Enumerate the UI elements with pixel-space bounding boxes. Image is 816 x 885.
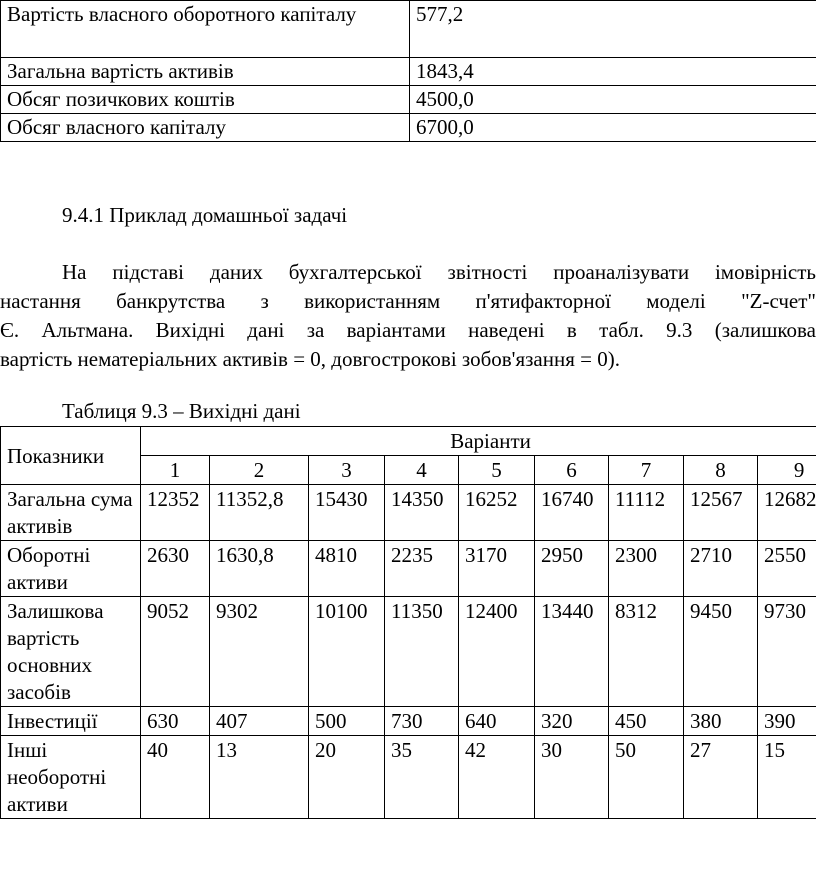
table-row	[1, 114, 816, 142]
cell: 16740	[535, 485, 609, 541]
table-row	[1, 1, 816, 58]
cell: 9052	[141, 597, 210, 707]
cell: 450	[609, 707, 684, 736]
variants-table	[0, 426, 816, 819]
cell: 42	[459, 736, 535, 819]
cell: 11112	[609, 485, 684, 541]
cell: 11352,8	[210, 485, 309, 541]
cell: 9302	[210, 597, 309, 707]
cell: 50	[609, 736, 684, 819]
row-value: 6700,0	[410, 114, 816, 142]
row-value: 577,2	[410, 1, 816, 58]
cell: 40	[141, 736, 210, 819]
cell: 320	[535, 707, 609, 736]
row-value: 4500,0	[410, 86, 816, 114]
section-heading: 9.4.1 Приклад домашньої задачі	[62, 203, 348, 227]
row-label: Інші необоротні активи	[1, 736, 141, 819]
paragraph-line: вартість нематеріальних активів = 0, довгострокові зобов'язання = 0).	[0, 347, 620, 371]
paragraph-line: На підставі даних бухгалтерської звітності проаналізувати імовірність	[62, 260, 816, 284]
cell: 730	[385, 707, 459, 736]
table-row	[1, 707, 816, 736]
table-row	[1, 736, 816, 819]
row-label: Оборотні активи	[1, 541, 141, 597]
variant-number: 9	[758, 456, 816, 485]
cell: 3170	[459, 541, 535, 597]
cell: 2950	[535, 541, 609, 597]
row-label: Залишкова вартість основних засобів	[1, 597, 141, 707]
variant-number: 2	[210, 456, 309, 485]
paragraph-line: настання банкрутства з використанням п'ятифакторної моделі "Z-счет"	[0, 289, 816, 313]
cell: 15430	[309, 485, 385, 541]
task-paragraph	[0, 258, 816, 374]
cell: 35	[385, 736, 459, 819]
cell: 380	[684, 707, 758, 736]
cell: 13440	[535, 597, 609, 707]
table-row	[1, 58, 816, 86]
cell: 12400	[459, 597, 535, 707]
cell: 9730	[758, 597, 816, 707]
cell: 2550	[758, 541, 816, 597]
variant-number: 4	[385, 456, 459, 485]
row-label: Обсяг позичкових коштів	[1, 86, 410, 114]
row-value: 1843,4	[410, 58, 816, 86]
cell: 16252	[459, 485, 535, 541]
variant-number: 3	[309, 456, 385, 485]
cell: 2235	[385, 541, 459, 597]
cell: 2630	[141, 541, 210, 597]
header-row	[1, 427, 816, 456]
cell: 630	[141, 707, 210, 736]
variant-number: 8	[684, 456, 758, 485]
variant-number: 6	[535, 456, 609, 485]
cell: 27	[684, 736, 758, 819]
row-label: Інвестиції	[1, 707, 141, 736]
variants-header: Варіанти	[141, 427, 816, 456]
indicator-header: Показники	[1, 427, 141, 485]
table-row	[1, 485, 816, 541]
cell: 2710	[684, 541, 758, 597]
cell: 10100	[309, 597, 385, 707]
cell: 11350	[385, 597, 459, 707]
cell: 407	[210, 707, 309, 736]
cell: 15	[758, 736, 816, 819]
cell: 13	[210, 736, 309, 819]
cell: 12682	[758, 485, 816, 541]
variant-number: 7	[609, 456, 684, 485]
cell: 12352	[141, 485, 210, 541]
table-row	[1, 597, 816, 707]
variants-table-container	[0, 426, 816, 856]
variant-number: 1	[141, 456, 210, 485]
cell: 12567	[684, 485, 758, 541]
cell: 390	[758, 707, 816, 736]
table-row	[1, 86, 816, 114]
cell: 4810	[309, 541, 385, 597]
row-label: Загальна вартість активів	[1, 58, 410, 86]
cell: 8312	[609, 597, 684, 707]
cell: 20	[309, 736, 385, 819]
cell: 2300	[609, 541, 684, 597]
table-caption: Таблиця 9.3 – Вихідні дані	[62, 399, 301, 423]
row-label: Обсяг власного капіталу	[1, 114, 410, 142]
summary-table	[0, 0, 816, 142]
cell: 30	[535, 736, 609, 819]
cell: 1630,8	[210, 541, 309, 597]
cell: 14350	[385, 485, 459, 541]
row-label: Загальна сума активів	[1, 485, 141, 541]
cell: 9450	[684, 597, 758, 707]
row-label: Вартість власного оборотного капіталу	[1, 1, 410, 58]
variant-number: 5	[459, 456, 535, 485]
cell: 640	[459, 707, 535, 736]
paragraph-line: Є. Альтмана. Вихідні дані за варіантами наведені в табл. 9.3 (залишкова	[0, 318, 816, 342]
table-row	[1, 541, 816, 597]
cell: 500	[309, 707, 385, 736]
